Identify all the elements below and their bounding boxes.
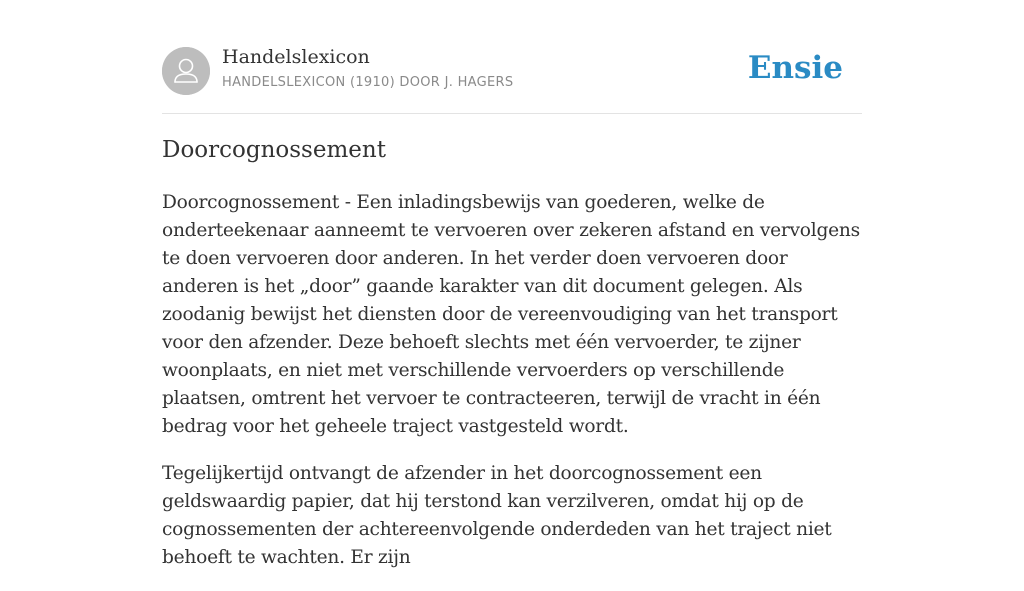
source-header [162, 0, 862, 114]
article-body [162, 189, 862, 591]
avatar[interactable] [162, 47, 210, 95]
article-paragraph: Doorcognossement - Een inladingsbewijs van goederen, welke de onderteekenaar aanneemt te vervoeren over zekeren afstand en vervolgens te doen vervoeren door anderen. In het verder doen vervoeren door anderen is het „door” gaande karakter van dit document gelegen. Als zoodanig bewijst het diensten door de vereenvoudiging van het transport voor den afzender. Deze behoeft slechts met één vervoerder, te zijner woonplaats, en niet met verschillende vervoerders op verschillende plaatsen, omtrent het vervoer te contracteeren, terwijl de vracht in één bedrag voor het geheele traject vastgesteld wordt. [162, 192, 860, 437]
article-title: Doorcognossement [162, 137, 386, 163]
article-paragraph: Tegelijkertijd ontvangt de afzender in het doorcognossement een geldswaardig papier, dat hij terstond kan verzilveren, omdat hij op de cognossementen der achtereenvolgende onderdeden van het traject niet behoeft te wachten. Er zijn [162, 463, 832, 568]
source-subtitle[interactable]: HANDELSLEXICON (1910) DOOR J. HAGERS [222, 75, 514, 90]
source-name[interactable]: Handelslexicon [222, 46, 370, 68]
content-container [162, 0, 862, 568]
brand-logo[interactable]: Ensie [747, 50, 843, 86]
user-icon [162, 47, 210, 95]
